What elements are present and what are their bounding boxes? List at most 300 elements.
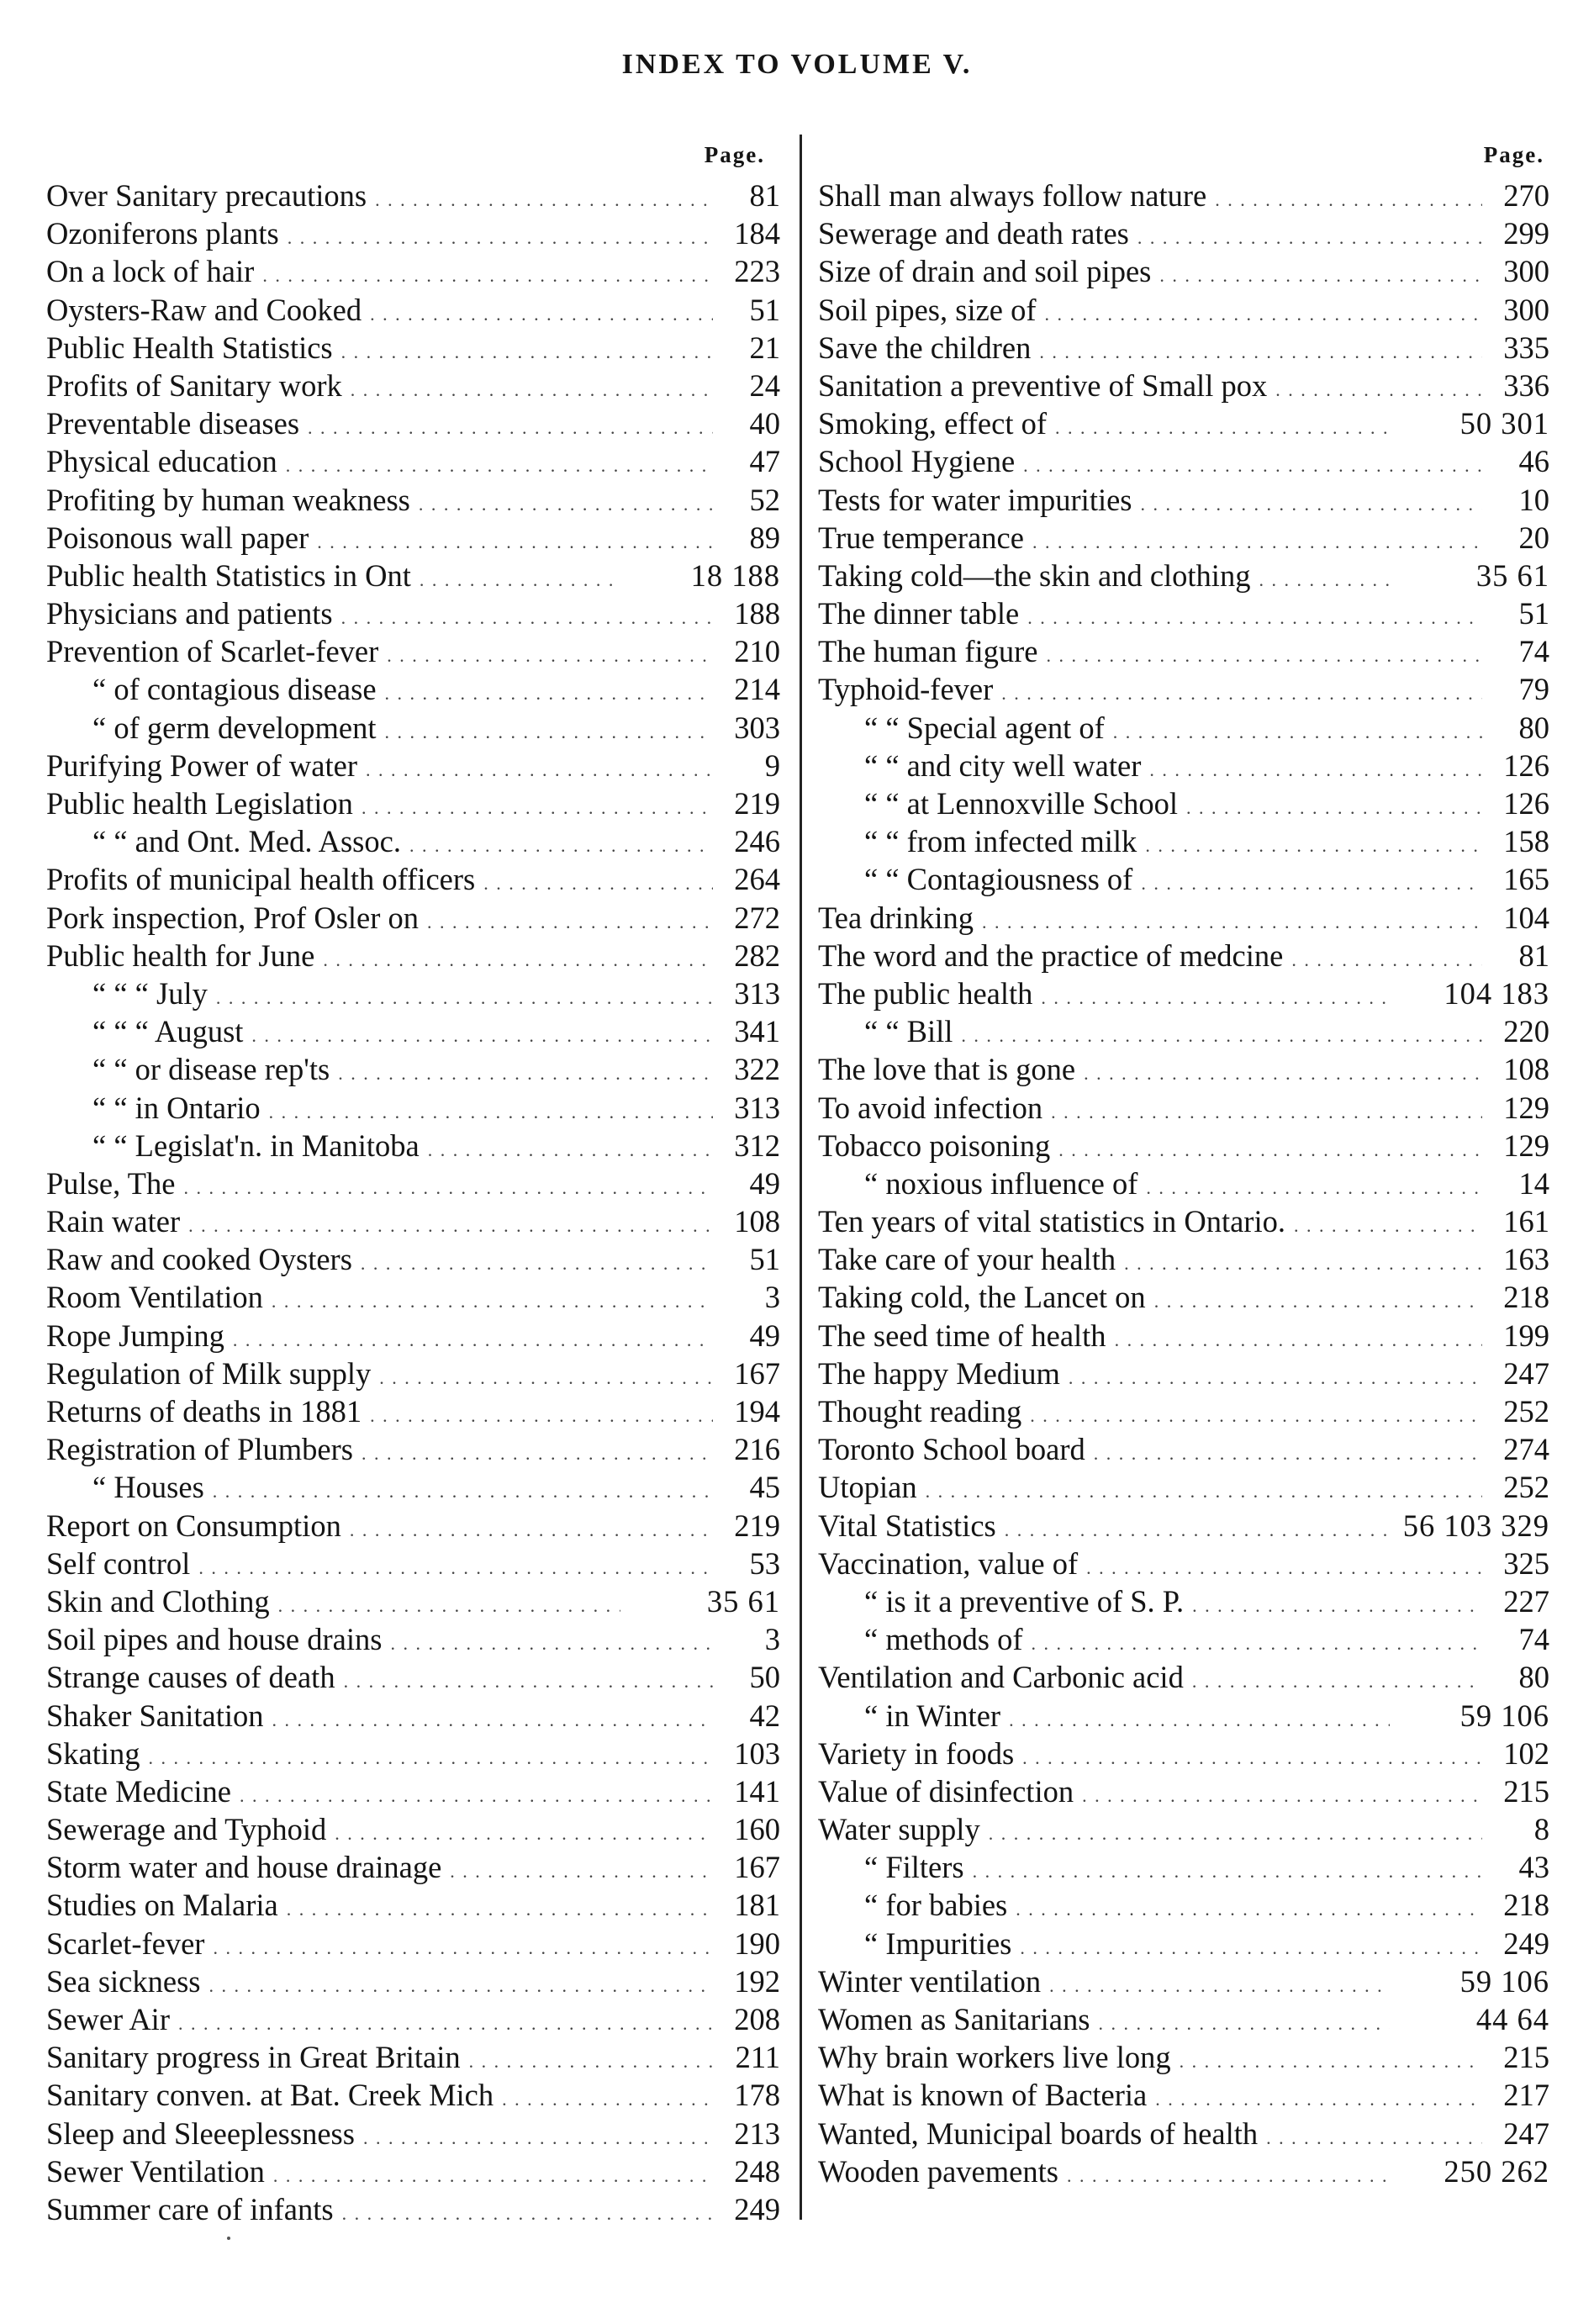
entry-title: Public health Legislation [46, 786, 353, 821]
index-entry [46, 1127, 780, 1165]
entry-title: Tea drinking [818, 900, 974, 935]
index-entry [46, 2190, 780, 2228]
entry-page-number: 51 [749, 1242, 780, 1277]
entry-page-number: 213 [734, 2115, 780, 2151]
entry-page-number: 219 [734, 786, 780, 821]
index-entry [818, 1240, 1549, 1278]
entry-title: Skin and Clothing [46, 1583, 270, 1619]
entry-title: Why brain workers live long [818, 2040, 1171, 2075]
entry-page-number: 160 [734, 1812, 780, 1847]
index-entry [818, 709, 1549, 747]
index-entry [46, 2115, 780, 2152]
entry-page-number: 59 106 [1459, 1698, 1549, 1733]
index-entry [818, 1507, 1549, 1545]
index-entry [46, 1355, 780, 1392]
entry-title: Tobacco poisoning [818, 1128, 1051, 1163]
dot-leader [251, 1012, 713, 1050]
dot-leader [1154, 1278, 1482, 1316]
entry-title: Returns of deaths in 1881 [46, 1394, 362, 1429]
index-entry [46, 367, 780, 404]
entry-title: Raw and cooked Oysters [46, 1242, 352, 1277]
entry-title: Vital Statistics [818, 1508, 996, 1543]
index-entry [818, 404, 1549, 442]
dot-leader [1266, 2115, 1482, 2152]
index-entry [46, 1697, 780, 1735]
dot-leader [272, 1278, 713, 1316]
index-entry [46, 404, 780, 442]
entry-page-number: 141 [734, 1773, 780, 1809]
dot-leader [362, 1430, 713, 1468]
index-entry [818, 1468, 1549, 1506]
dot-leader [1009, 1697, 1390, 1735]
index-entry [46, 594, 780, 632]
index-entry [818, 1127, 1549, 1165]
dot-leader [288, 214, 713, 252]
entry-title: Preventable diseases [46, 406, 300, 441]
dot-leader [1082, 1772, 1482, 1810]
dot-leader [973, 1848, 1482, 1886]
index-entry [46, 291, 780, 329]
entry-page-number: 50 301 [1459, 406, 1549, 441]
entry-page-number: 199 [1503, 1318, 1549, 1353]
entry-page-number: 40 [749, 406, 780, 441]
entry-page-number: 52 [749, 482, 780, 517]
index-entry [46, 1545, 780, 1582]
entry-title: Physicians and patients [46, 596, 333, 631]
dot-leader [428, 1127, 713, 1165]
entry-title: Utopian [818, 1470, 917, 1505]
dot-leader [361, 1240, 713, 1278]
entry-page-number: 247 [1503, 1355, 1549, 1391]
entry-page-number: 210 [734, 634, 780, 669]
entry-title: “ “ “ July [92, 975, 208, 1011]
dot-leader [1051, 1089, 1482, 1127]
entry-page-number: 3 [764, 1622, 780, 1657]
entry-title: “ of contagious disease [92, 672, 377, 707]
index-entry [818, 822, 1549, 860]
index-entry [818, 1925, 1549, 1962]
index-entry [46, 709, 780, 747]
dot-leader [341, 329, 713, 367]
index-entry [46, 937, 780, 974]
entry-title: Ten years of vital statistics in Ontario. [818, 1204, 1285, 1239]
print-speck [227, 2237, 230, 2240]
entry-page-number: 89 [749, 520, 780, 555]
dot-leader [344, 1658, 713, 1696]
dot-leader [272, 1697, 714, 1735]
entry-page-number: 218 [1503, 1888, 1549, 1923]
index-entry [46, 860, 780, 898]
entry-page-number: 341 [734, 1014, 780, 1049]
entry-title: “ “ Legislat'n. in Manitoba [92, 1128, 420, 1163]
index-entry [818, 670, 1549, 708]
dot-leader [419, 481, 713, 519]
entry-title: Oysters-Raw and Cooked [46, 292, 362, 327]
entry-title: Variety in foods [818, 1735, 1015, 1771]
index-entry [818, 1848, 1549, 1886]
dot-leader [323, 937, 713, 974]
entry-page-number: 313 [734, 975, 780, 1011]
dot-leader [1155, 2076, 1482, 2114]
entry-title: Rope Jumping [46, 1318, 224, 1353]
index-entry [818, 2038, 1549, 2076]
entry-title: Profits of municipal health officers [46, 862, 476, 897]
entry-page-number: 24 [749, 367, 780, 403]
index-entry [818, 1582, 1549, 1620]
index-entries-right [818, 177, 1549, 2190]
dot-leader [198, 1545, 713, 1582]
dot-leader [1020, 1925, 1482, 1962]
entry-title: Storm water and house drainage [46, 1850, 442, 1885]
index-entry [818, 2076, 1549, 2114]
entry-title: “ for babies [864, 1888, 1008, 1923]
entry-page-number: 335 [1503, 330, 1549, 365]
entry-page-number: 126 [1503, 747, 1549, 783]
page-column-header: Page. [1483, 142, 1544, 167]
index-entry [818, 2115, 1549, 2152]
index-entry [818, 1962, 1549, 2000]
entry-page-number: 264 [734, 862, 780, 897]
entry-page-number: 102 [1503, 1735, 1549, 1771]
index-entry [46, 252, 780, 290]
index-entry [818, 937, 1549, 974]
entry-title: Prevention of Scarlet-fever [46, 634, 379, 669]
index-entry [46, 822, 780, 860]
index-entry [46, 214, 780, 252]
index-entry [818, 2152, 1549, 2190]
entry-title: Purifying Power of water [46, 747, 357, 783]
entry-page-number: 192 [734, 1963, 780, 1999]
entry-title: Profits of Sanitary work [46, 367, 342, 403]
entry-title: Shall man always follow nature [818, 178, 1207, 213]
entry-title: Regulation of Milk supply [46, 1355, 372, 1391]
entry-page-number: 219 [734, 1508, 780, 1543]
entry-page-number: 8 [1533, 1812, 1549, 1847]
index-entry [818, 329, 1549, 367]
entry-title: Value of disinfection [818, 1773, 1074, 1809]
dot-leader [375, 177, 713, 214]
entry-title: Sewer Air [46, 2002, 170, 2036]
entry-title: “ “ and Ont. Med. Assoc. [92, 824, 401, 859]
entry-title: On a lock of hair [46, 254, 255, 289]
entry-page-number: 161 [1503, 1204, 1549, 1239]
entry-title: “ “ “ August [92, 1014, 244, 1049]
entry-title: Sleep and Sleeeplessness [46, 2115, 355, 2151]
entry-title: Physical education [46, 444, 277, 479]
entry-page-number: 312 [734, 1128, 780, 1163]
dot-leader [379, 1355, 713, 1392]
entry-page-number: 42 [749, 1698, 780, 1733]
index-entry [46, 1810, 780, 1848]
entry-title: “ Houses [92, 1470, 204, 1505]
dot-leader [1137, 214, 1482, 252]
dot-leader [1294, 1202, 1482, 1240]
dot-leader [1149, 747, 1482, 784]
index-entry [46, 1317, 780, 1355]
dot-leader [1039, 329, 1482, 367]
entry-title: Scarlet-fever [46, 1925, 205, 1961]
dot-leader [240, 1772, 713, 1810]
entry-page-number: 74 [1518, 1622, 1549, 1657]
entry-title: Soil pipes, size of [818, 292, 1037, 327]
entry-page-number: 56 103 329 [1402, 1508, 1549, 1543]
index-entry [46, 481, 780, 519]
dot-leader [1141, 481, 1482, 519]
index-entry [46, 1165, 780, 1202]
index-entry [818, 1089, 1549, 1127]
entry-page-number: 35 61 [1475, 557, 1549, 593]
dot-leader [926, 1468, 1482, 1506]
entry-page-number: 9 [764, 747, 780, 783]
entry-title: Report on Consumption [46, 1508, 341, 1543]
entry-page-number: 246 [734, 824, 780, 859]
entry-title: Sewerage and Typhoid [46, 1812, 327, 1847]
entry-page-number: 220 [1503, 1014, 1549, 1049]
dot-leader [989, 1810, 1482, 1848]
entry-title: Pulse, The [46, 1165, 176, 1201]
entry-title: Thought reading [818, 1394, 1022, 1429]
dot-leader [385, 670, 713, 708]
entry-page-number: 104 183 [1444, 975, 1549, 1011]
entry-title: School Hygiene [818, 444, 1016, 479]
dot-leader [273, 2152, 713, 2190]
entry-page-number: 20 [1518, 520, 1549, 555]
dot-leader [1030, 1392, 1482, 1430]
index-entry [818, 557, 1549, 594]
entry-title: Taking cold, the Lancet on [818, 1280, 1146, 1315]
entry-title: Save the children [818, 330, 1032, 365]
entry-page-number: 300 [1503, 254, 1549, 289]
index-entry [46, 557, 780, 594]
entry-page-number: 81 [749, 178, 780, 213]
dot-leader [178, 2000, 713, 2038]
entry-title: Pork inspection, Prof Osler on [46, 900, 420, 935]
entry-page-number: 49 [749, 1318, 780, 1353]
dot-leader [1291, 937, 1482, 974]
entry-page-number: 178 [734, 2078, 780, 2113]
entry-page-number: 250 262 [1444, 2153, 1549, 2189]
dot-leader [335, 1810, 713, 1848]
entry-page-number: 194 [734, 1394, 780, 1429]
entry-title: The happy Medium [818, 1355, 1060, 1391]
entry-page-number: 53 [749, 1545, 780, 1581]
entry-title: “ noxious influence of [864, 1165, 1138, 1201]
entry-title: “ Impurities [864, 1925, 1012, 1961]
index-entry [46, 1886, 780, 1924]
dot-leader [183, 1165, 713, 1202]
entry-page-number: 103 [734, 1735, 780, 1771]
entry-page-number: 45 [749, 1470, 780, 1505]
index-entry [46, 329, 780, 367]
entry-page-number: 227 [1503, 1583, 1549, 1619]
entry-page-number: 184 [734, 216, 780, 251]
entry-page-number: 79 [1518, 672, 1549, 707]
entry-title: “ “ Special agent of [864, 710, 1105, 745]
entry-title: Sewerage and death rates [818, 216, 1129, 251]
index-entry [818, 632, 1549, 670]
entry-page-number: 163 [1503, 1242, 1549, 1277]
index-entry [818, 1430, 1549, 1468]
entry-page-number: 248 [734, 2153, 780, 2189]
dot-leader [1045, 291, 1482, 329]
index-entry [46, 177, 780, 214]
index-entry [46, 670, 780, 708]
dot-leader [362, 784, 713, 822]
dot-leader [1022, 1735, 1482, 1772]
dot-leader [1180, 2038, 1482, 2076]
entry-page-number: 217 [1503, 2078, 1549, 2113]
index-entries-left [46, 177, 780, 2228]
index-entry [818, 1697, 1549, 1735]
index-entry [818, 1317, 1549, 1355]
entry-title: Ventilation and Carbonic acid [818, 1660, 1184, 1695]
column-divider [800, 135, 802, 2220]
dot-leader [338, 1050, 713, 1088]
entry-page-number: 21 [749, 330, 780, 365]
index-entry [46, 1050, 780, 1088]
entry-title: Winter ventilation [818, 1963, 1042, 1999]
dot-leader [409, 822, 713, 860]
entry-title: “ “ in Ontario [92, 1090, 261, 1125]
index-entry [818, 594, 1549, 632]
index-entry [46, 1658, 780, 1696]
dot-leader [1055, 404, 1390, 442]
entry-title: Skating [46, 1735, 140, 1771]
entry-title: Toronto School board [818, 1432, 1085, 1467]
index-entry [46, 632, 780, 670]
entry-page-number: 181 [734, 1888, 780, 1923]
dot-leader [1159, 252, 1482, 290]
entry-title: Sanitary conven. at Bat. Creek Mich [46, 2078, 494, 2113]
entry-page-number: 59 106 [1459, 1963, 1549, 1999]
index-entry [46, 519, 780, 557]
index-entry [818, 974, 1549, 1012]
dot-leader [1124, 1240, 1482, 1278]
entry-page-number: 167 [734, 1355, 780, 1391]
dot-leader [1186, 784, 1482, 822]
entry-page-number: 47 [749, 444, 780, 479]
index-entry [818, 1165, 1549, 1202]
index-entry [818, 519, 1549, 557]
entry-title: Wooden pavements [818, 2153, 1058, 2189]
entry-title: Strange causes of death [46, 1660, 335, 1695]
dot-leader [341, 594, 713, 632]
entry-title: Take care of your health [818, 1242, 1116, 1277]
entry-title: Wanted, Municipal boards of health [818, 2115, 1259, 2151]
dot-leader [213, 1468, 713, 1506]
entry-title: Registration of Plumbers [46, 1432, 353, 1467]
entry-page-number: 10 [1518, 482, 1549, 517]
entry-page-number: 104 [1503, 900, 1549, 935]
dot-leader [427, 899, 713, 937]
entry-title: Public health Statistics in Ont [46, 557, 411, 593]
dot-leader [1146, 1165, 1482, 1202]
entry-title: Studies on Malaria [46, 1888, 278, 1923]
index-entry [818, 1355, 1549, 1392]
entry-page-number: 214 [734, 672, 780, 707]
entry-page-number: 44 64 [1475, 2002, 1549, 2036]
entry-page-number: 18 188 [690, 557, 780, 593]
dot-leader [317, 519, 713, 557]
index-entry [818, 1050, 1549, 1088]
index-entry [818, 1658, 1549, 1696]
index-entry [818, 1886, 1549, 1924]
entry-title: Public Health Statistics [46, 330, 333, 365]
dot-leader [385, 709, 713, 747]
entry-title: True temperance [818, 520, 1024, 555]
entry-title: To avoid infection [818, 1090, 1043, 1125]
entry-page-number: 336 [1503, 367, 1549, 403]
dot-leader [1069, 1355, 1482, 1392]
entry-title: Sewer Ventilation [46, 2153, 265, 2189]
dot-leader [469, 2038, 713, 2076]
entry-page-number: 51 [749, 292, 780, 327]
entry-title: Over Sanitary precautions [46, 178, 367, 213]
entry-title: Public health for June [46, 938, 315, 973]
entry-page-number: 274 [1503, 1432, 1549, 1467]
dot-leader [1067, 2152, 1390, 2190]
entry-title: Vaccination, value of [818, 1545, 1079, 1581]
index-entry [46, 2038, 780, 2076]
index-entry [818, 1012, 1549, 1050]
entry-page-number: 188 [734, 596, 780, 631]
entry-page-number: 270 [1503, 178, 1549, 213]
index-entry [46, 1278, 780, 1316]
entry-title: Smoking, effect of [818, 406, 1048, 441]
entry-title: What is known of Bacteria [818, 2078, 1148, 2113]
index-entry [46, 1507, 780, 1545]
dot-leader [1041, 974, 1390, 1012]
entry-page-number: 3 [764, 1280, 780, 1315]
dot-leader [1113, 709, 1482, 747]
dot-leader [1016, 1886, 1482, 1924]
entry-title: Sanitary progress in Great Britain [46, 2040, 461, 2075]
entry-title: Taking cold—the skin and clothing [818, 557, 1251, 593]
dot-leader [188, 1202, 713, 1240]
entry-title: The public health [818, 975, 1033, 1011]
entry-page-number: 218 [1503, 1280, 1549, 1315]
index-entry [46, 1925, 780, 1962]
entry-title: Ozoniferons plants [46, 216, 279, 251]
entry-page-number: 14 [1518, 1165, 1549, 1201]
entry-page-number: 158 [1503, 824, 1549, 859]
entry-title: “ “ or disease rep'ts [92, 1052, 330, 1087]
entry-page-number: 252 [1503, 1470, 1549, 1505]
entry-title: Summer care of infants [46, 2191, 334, 2226]
entry-title: Profiting by human weakness [46, 482, 410, 517]
dot-leader [351, 367, 713, 404]
index-entry [46, 1392, 780, 1430]
index-entry [46, 442, 780, 480]
dot-leader [1192, 1658, 1482, 1696]
entry-page-number: 51 [1518, 596, 1549, 631]
index-entry [46, 1202, 780, 1240]
index-entry [818, 442, 1549, 480]
entry-page-number: 208 [734, 2002, 780, 2036]
index-entry [818, 747, 1549, 784]
index-entry [46, 747, 780, 784]
entry-title: “ “ at Lennoxville School [864, 786, 1179, 821]
entry-title: “ is it a preventive of S. P. [864, 1583, 1185, 1619]
dot-leader [1027, 594, 1482, 632]
entry-title: “ methods of [864, 1622, 1023, 1657]
index-entry [46, 1735, 780, 1772]
entry-page-number: 249 [734, 2191, 780, 2226]
entry-title: The seed time of health [818, 1318, 1106, 1353]
dot-leader [208, 1962, 713, 2000]
index-column-left [46, 133, 780, 2228]
dot-leader [1098, 2000, 1390, 2038]
